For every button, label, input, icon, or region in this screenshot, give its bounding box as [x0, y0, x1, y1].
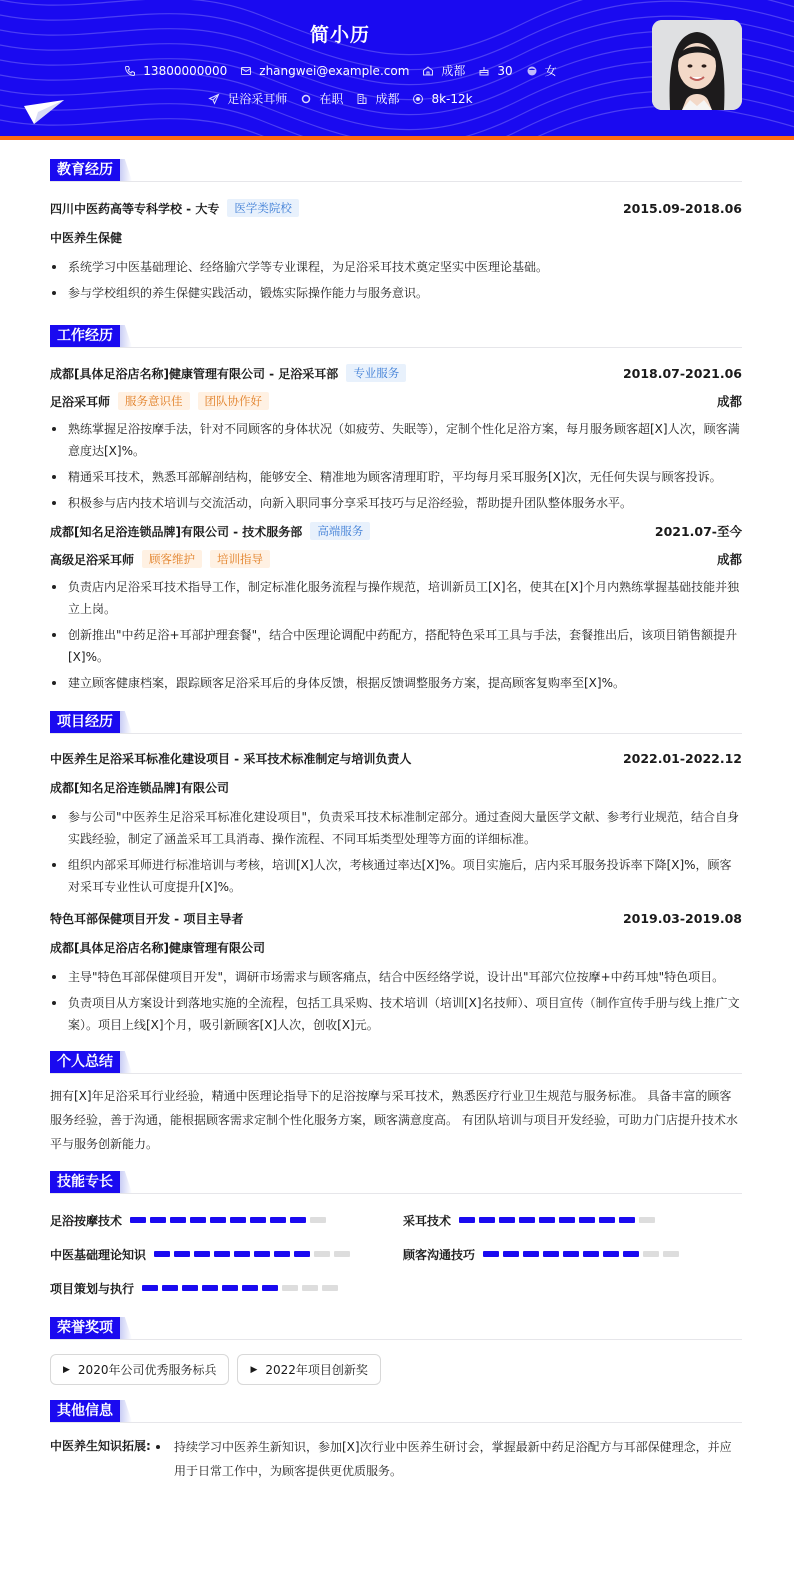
resume-header [0, 0, 794, 140]
project-name: 中医养生足浴采耳标准化建设项目 - 采耳技术标准制定与培训负责人 [50, 752, 412, 766]
profile-photo [652, 20, 742, 110]
skill-dot-empty [302, 1285, 318, 1291]
skill-dot-filled [294, 1251, 310, 1257]
skill-dot-filled [503, 1251, 519, 1257]
skill-dot-filled [202, 1285, 218, 1291]
major: 中医养生保健 [50, 231, 123, 245]
mail-icon [239, 64, 253, 78]
gender-text: 女 [544, 64, 557, 78]
info-target-city [355, 90, 399, 107]
role-text: 足浴采耳师 [50, 394, 111, 409]
section-awards [50, 1316, 742, 1385]
project-bullets [50, 966, 742, 1036]
skill-level-bar [142, 1285, 342, 1291]
bullet-item: 系统学习中医基础理论、经络腧穴学等专业课程，为足浴采耳技术奠定坚实中医理论基础。 [50, 256, 742, 278]
skill-dot-filled [459, 1217, 475, 1223]
phone-icon [123, 64, 137, 78]
skill-dot-filled [162, 1285, 178, 1291]
role [50, 550, 270, 568]
section-title: 个人总结 [50, 1051, 120, 1073]
skill-dot-filled [539, 1217, 555, 1223]
skill-dot-filled [190, 1217, 206, 1223]
skill-dot-empty [310, 1217, 326, 1223]
status-icon [299, 92, 313, 106]
skill-dot-filled [479, 1217, 495, 1223]
skill-dot-filled [603, 1251, 619, 1257]
project-date: 2019.03-2019.08 [622, 911, 742, 926]
skill-dot-filled [523, 1251, 539, 1257]
skill-item [403, 1210, 743, 1230]
skills-grid [50, 1210, 742, 1298]
skill-dot-filled [210, 1217, 226, 1223]
skill-dot-filled [230, 1217, 246, 1223]
section-skills [50, 1170, 742, 1298]
section-header [50, 324, 742, 348]
skill-dot-filled [154, 1251, 170, 1257]
section-header [50, 1050, 742, 1074]
skill-level-bar [483, 1251, 683, 1257]
other-label: 中医养生知识拓展: [50, 1439, 151, 1453]
job-info-row [0, 90, 680, 107]
skill-dot-filled [483, 1251, 499, 1257]
skill-dot-empty [334, 1251, 350, 1257]
section-title: 工作经历 [50, 325, 120, 347]
skill-name: 顾客沟通技巧 [403, 1247, 476, 1262]
bullet-item: 建立顾客健康档案，跟踪顾客足浴采耳后的身体反馈，根据反馈调整服务方案，提高顾客复购率至[X]%。 [50, 672, 742, 694]
work-location: 成都 [716, 394, 742, 409]
project-org: 成都[具体足浴店名称]健康管理有限公司 [50, 941, 265, 955]
project-org: 成都[知名足浴连锁品牌]有限公司 [50, 781, 229, 795]
skill-name: 中医基础理论知识 [50, 1247, 147, 1262]
skill-dot-filled [150, 1217, 166, 1223]
hometown-text: 成都 [441, 64, 466, 78]
section-title: 其他信息 [50, 1400, 120, 1422]
school-name [50, 199, 299, 217]
company-name [50, 522, 370, 540]
skill-dot-filled [290, 1217, 306, 1223]
education-bullets [50, 256, 742, 304]
project-entry-header [50, 910, 742, 927]
section-projects [50, 710, 742, 1036]
work-entry-header [50, 522, 742, 540]
work-role-row [50, 550, 742, 568]
section-header [50, 1316, 742, 1340]
work-bullets [50, 418, 742, 514]
skill-level-bar [459, 1217, 659, 1223]
section-work [50, 324, 742, 694]
other-item [50, 1435, 742, 1483]
award-item [50, 1354, 229, 1385]
skill-dot-filled [234, 1251, 250, 1257]
target-city-text: 成都 [375, 92, 400, 106]
school-text: 四川中医药高等专科学校 - 大专 [50, 201, 220, 216]
skill-name: 采耳技术 [403, 1213, 452, 1228]
company-tag: 专业服务 [346, 364, 406, 382]
bullet-item: 熟练掌握足浴按摩手法，针对不同顾客的身体状况（如疲劳、失眠等），定制个性化足浴方案，每月服务顾客超[X]人次，顾客满意度达[X]%。 [50, 418, 742, 462]
candidate-name: 简小历 [309, 24, 370, 46]
bullet-item: 精通采耳技术，熟悉耳部解剖结构，能够安全、精准地为顾客清理耵聍，平均每月采耳服务[X]次，无任何失误与顾客投诉。 [50, 466, 742, 488]
award-text: 2020年公司优秀服务标兵 [77, 1363, 217, 1377]
skill-dot-empty [663, 1251, 679, 1257]
awards-list [50, 1354, 742, 1385]
role-tag: 培训指导 [210, 550, 270, 568]
building-icon [355, 92, 369, 106]
skill-dot-filled [559, 1217, 575, 1223]
skill-item [50, 1210, 403, 1230]
education-entry-header [50, 199, 742, 217]
work-location: 成都 [716, 552, 742, 567]
info-gender [525, 62, 557, 79]
cake-icon [477, 64, 491, 78]
skill-dot-filled [270, 1217, 286, 1223]
info-status [299, 90, 343, 107]
email-text: zhangwei@example.com [259, 63, 410, 78]
skill-dot-filled [274, 1251, 290, 1257]
age-text: 30 [497, 63, 513, 78]
section-education [50, 158, 742, 304]
skill-dot-filled [262, 1285, 278, 1291]
skill-dot-filled [619, 1217, 635, 1223]
skill-dot-empty [322, 1285, 338, 1291]
work-role-row [50, 392, 742, 410]
role-tag: 服务意识佳 [118, 392, 190, 410]
skill-dot-filled [254, 1251, 270, 1257]
work-entry-header [50, 364, 742, 382]
bullet-item: 参与公司"中医养生足浴采耳标准化建设项目"，负责采耳技术标准制定部分。通过查阅大量医学文献、参考行业规范，结合自身实践经验，制定了涵盖采耳工具消毒、操作流程、不同耳垢类型处理等方面的详细标准。 [50, 806, 742, 850]
triangle-right-icon: ▶ [250, 1364, 258, 1375]
info-phone [123, 64, 227, 78]
resume-body [0, 158, 794, 1483]
send-icon [207, 92, 221, 106]
award-item [237, 1354, 380, 1385]
role-text: 高级足浴采耳师 [50, 552, 135, 567]
company-text: 成都[具体足浴店名称]健康管理有限公司 - 足浴采耳部 [50, 366, 339, 381]
skill-item [403, 1244, 743, 1264]
skill-dot-filled [563, 1251, 579, 1257]
skill-dot-filled [250, 1217, 266, 1223]
section-other [50, 1399, 742, 1483]
section-header [50, 158, 742, 182]
skill-dot-filled [170, 1217, 186, 1223]
salary-icon [411, 92, 425, 106]
project-entry-header [50, 750, 742, 767]
info-target-job [207, 90, 287, 107]
school-tag: 医学类院校 [227, 199, 299, 217]
skill-dot-filled [623, 1251, 639, 1257]
triangle-right-icon: ▶ [63, 1364, 70, 1375]
skill-dot-empty [282, 1285, 298, 1291]
company-text: 成都[知名足浴连锁品牌]有限公司 - 技术服务部 [50, 524, 303, 539]
award-text: 2022年项目创新奖 [265, 1363, 368, 1377]
section-title: 荣誉奖项 [50, 1317, 120, 1339]
role-tag: 顾客维护 [142, 550, 202, 568]
skill-dot-filled [222, 1285, 238, 1291]
summary-text: 拥有[X]年足浴采耳行业经验，精通中医理论指导下的足浴按摩与采耳技术，熟悉医疗行业卫生规范与服务标准。 具备丰富的顾客服务经验，善于沟通，能根据顾客需求定制个性化服务方案，顾客满意度高。 有团队培训与项目开发经验，可助力门店提升技术水平与服务创新能力。 [50, 1089, 738, 1151]
education-date: 2015.09-2018.06 [622, 200, 742, 216]
phone-text: 13800000000 [143, 63, 228, 78]
work-date: 2018.07-2021.06 [622, 365, 742, 381]
skill-item [50, 1278, 403, 1298]
paper-plane-icon [24, 100, 66, 126]
bullet-item: 负责店内足浴采耳技术指导工作，制定标准化服务流程与操作规范，培训新员工[X]名，使其在[X]个月内熟练掌握基础技能并独立上岗。 [50, 576, 742, 620]
home-icon [421, 64, 435, 78]
skill-level-bar [154, 1251, 354, 1257]
bullet-item: 积极参与店内技术培训与交流活动，向新入职同事分享采耳技巧与足浴经验，帮助提升团队整体服务水平。 [50, 492, 742, 514]
section-header [50, 1170, 742, 1194]
skill-dot-empty [314, 1251, 330, 1257]
skill-dot-filled [499, 1217, 515, 1223]
section-title: 项目经历 [50, 711, 120, 733]
skill-level-bar [130, 1217, 330, 1223]
skill-dot-filled [194, 1251, 210, 1257]
skill-dot-filled [519, 1217, 535, 1223]
section-header [50, 1399, 742, 1423]
section-title: 教育经历 [50, 159, 120, 181]
section-summary [50, 1050, 742, 1156]
header-accent-bar [0, 136, 794, 140]
work-date: 2021.07-至今 [654, 524, 742, 539]
company-name [50, 364, 406, 382]
work-bullets [50, 576, 742, 694]
bullet-item: 创新推出"中药足浴+耳部护理套餐"，结合中医理论调配中药配方，搭配特色采耳工具与手法，套餐推出后，该项目销售额提升[X]%。 [50, 624, 742, 668]
project-bullets [50, 806, 742, 898]
skill-dot-filled [130, 1217, 146, 1223]
project-date: 2022.01-2022.12 [622, 751, 742, 766]
target-job-text: 足浴采耳师 [227, 92, 288, 106]
skill-dot-filled [579, 1217, 595, 1223]
section-title: 技能专长 [50, 1171, 120, 1193]
other-text: 持续学习中医养生新知识，参加[X]次行业中医养生研讨会，掌握最新中药足浴配方与耳部保健理念，并应用于日常工作中，为顾客提供更优质服务。 [152, 1435, 742, 1483]
bullet-item: 参与学校组织的养生保健实践活动，锻炼实际操作能力与服务意识。 [50, 282, 742, 304]
salary-text: 8k-12k [431, 91, 473, 106]
project-name: 特色耳部保健项目开发 - 项目主导者 [50, 912, 244, 926]
company-tag: 高端服务 [310, 522, 370, 540]
skill-item [50, 1244, 403, 1264]
skill-dot-filled [174, 1251, 190, 1257]
skill-dot-filled [182, 1285, 198, 1291]
skill-name: 足浴按摩技术 [50, 1213, 123, 1228]
skill-dot-filled [242, 1285, 258, 1291]
gender-icon [525, 64, 539, 78]
skill-name: 项目策划与执行 [50, 1281, 135, 1296]
skill-dot-empty [643, 1251, 659, 1257]
skill-dot-filled [214, 1251, 230, 1257]
role-tag: 团队协作好 [198, 392, 270, 410]
info-hometown [421, 62, 465, 79]
section-header [50, 710, 742, 734]
skill-dot-filled [543, 1251, 559, 1257]
skill-dot-empty [639, 1217, 655, 1223]
bullet-item: 组织内部采耳师进行标准培训与考核，培训[X]人次，考核通过率达[X]%。项目实施后，店内采耳服务投诉率下降[X]%，顾客对采耳专业性认可度提升[X]%。 [50, 854, 742, 898]
skill-dot-filled [583, 1251, 599, 1257]
bullet-item: 主导"特色耳部保健项目开发"，调研市场需求与顾客痛点，结合中医经络学说，设计出"耳部穴位按摩+中药耳烛"特色项目。 [50, 966, 742, 988]
info-email [239, 64, 409, 78]
info-age [477, 64, 512, 78]
skill-dot-filled [142, 1285, 158, 1291]
bullet-item: 负责项目从方案设计到落地实施的全流程，包括工具采购、技术培训（培训[X]名技师）、项目宣传（制作宣传手册与线上推广文案）。项目上线[X]个月，吸引新顾客[X]人次，创收[X]元。 [50, 992, 742, 1036]
contact-info-row [0, 62, 680, 79]
info-salary [411, 92, 472, 106]
role [50, 392, 269, 410]
skill-dot-filled [599, 1217, 615, 1223]
status-text: 在职 [319, 92, 344, 106]
